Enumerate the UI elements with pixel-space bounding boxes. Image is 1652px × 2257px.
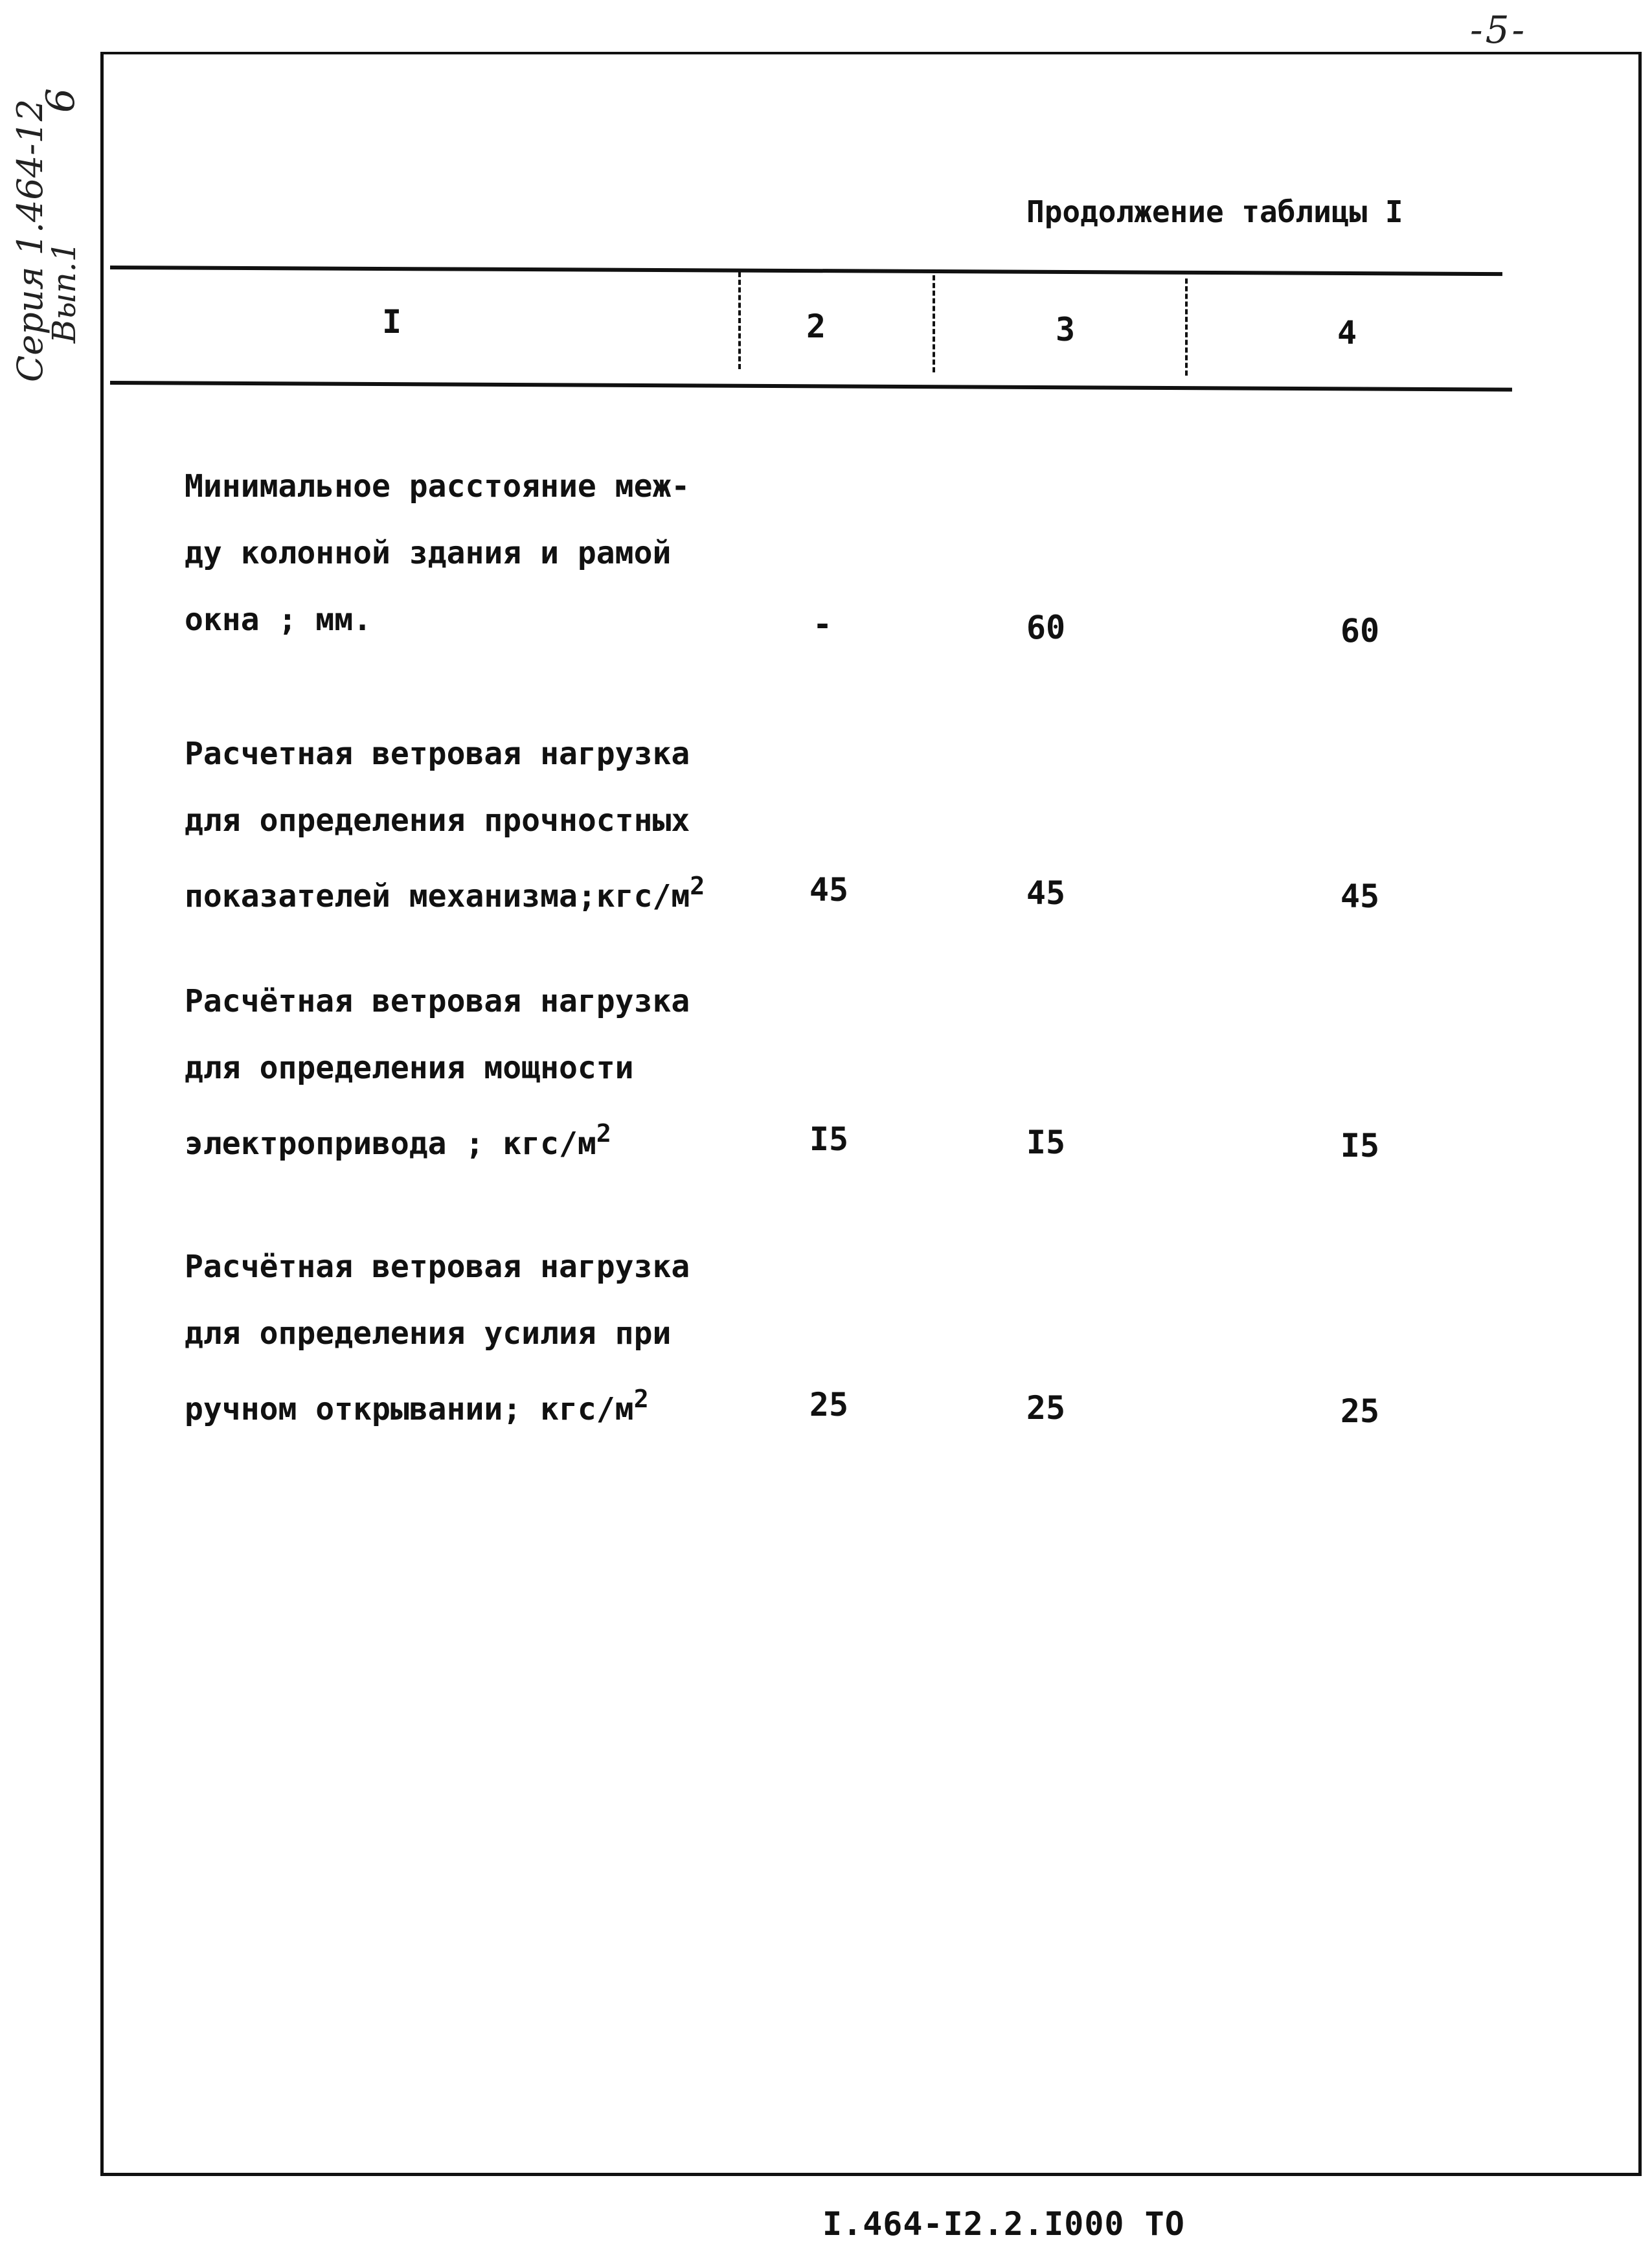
column-header-1: I bbox=[381, 303, 402, 341]
unit-superscript: 2 bbox=[633, 1385, 649, 1414]
column-header-3: 3 bbox=[1055, 311, 1076, 348]
table-cell-col3: I5 bbox=[1026, 1124, 1066, 1161]
table-cell-col2: I5 bbox=[809, 1120, 849, 1158]
row-label-line: для определения прочностных bbox=[185, 802, 690, 839]
table-cell-col2: 25 bbox=[809, 1386, 849, 1423]
row-label-line: Расчетная ветровая нагрузка bbox=[185, 736, 690, 772]
column-header-2: 2 bbox=[806, 308, 826, 345]
table-cell-col3: 25 bbox=[1026, 1389, 1066, 1427]
row-label-line: Расчётная ветровая нагрузка bbox=[185, 1249, 690, 1285]
table-row-label bbox=[185, 968, 690, 1177]
table-cell-col4: 60 bbox=[1340, 612, 1380, 650]
row-label-line: ду колонной здания и рамой bbox=[185, 535, 672, 571]
row-label-text: показателей механизма;кгс/м bbox=[185, 878, 690, 914]
issue-label: Вып.1 bbox=[45, 241, 83, 343]
table-cell-col2: - bbox=[812, 606, 833, 643]
row-label-line: Минимальное расстояние меж- bbox=[185, 468, 690, 505]
unit-superscript: 2 bbox=[596, 1119, 611, 1148]
page-number: -5- bbox=[1470, 8, 1528, 52]
column-separator bbox=[738, 272, 741, 369]
row-label-line bbox=[185, 1102, 690, 1177]
table-cell-col3: 45 bbox=[1026, 874, 1066, 912]
row-label-line: для определения усилия при bbox=[185, 1315, 672, 1352]
row-label-line bbox=[185, 854, 705, 930]
column-separator bbox=[1185, 278, 1188, 376]
series-label: Серия 1.464-12 bbox=[10, 98, 51, 382]
table-cell-col4: 25 bbox=[1340, 1392, 1380, 1430]
row-label-line: Расчётная ветровая нагрузка bbox=[185, 983, 690, 1019]
table-row-label bbox=[185, 453, 690, 653]
table-cell-col2: 45 bbox=[809, 871, 849, 909]
document-code: I.464-I2.2.I000 ТО bbox=[822, 2205, 1185, 2243]
row-label-text: ручном открывании; кгс/м bbox=[185, 1391, 634, 1427]
table-caption: Продолжение таблицы I bbox=[1026, 194, 1403, 229]
column-header-4: 4 bbox=[1337, 314, 1357, 352]
table-cell-col3: 60 bbox=[1026, 609, 1066, 646]
table-row-label bbox=[185, 1234, 690, 1443]
unit-superscript: 2 bbox=[690, 872, 705, 901]
row-label-line: окна ; мм. bbox=[185, 602, 372, 638]
row-label-line bbox=[185, 1367, 690, 1443]
sheet-number: 6 bbox=[38, 87, 84, 113]
row-label-text: электропривода ; кгс/м bbox=[185, 1126, 596, 1162]
table-cell-col4: I5 bbox=[1340, 1127, 1380, 1164]
column-separator bbox=[933, 275, 935, 372]
table-cell-col4: 45 bbox=[1340, 878, 1380, 915]
row-label-line: для определения мощности bbox=[185, 1050, 634, 1086]
table-row-label bbox=[185, 721, 705, 930]
